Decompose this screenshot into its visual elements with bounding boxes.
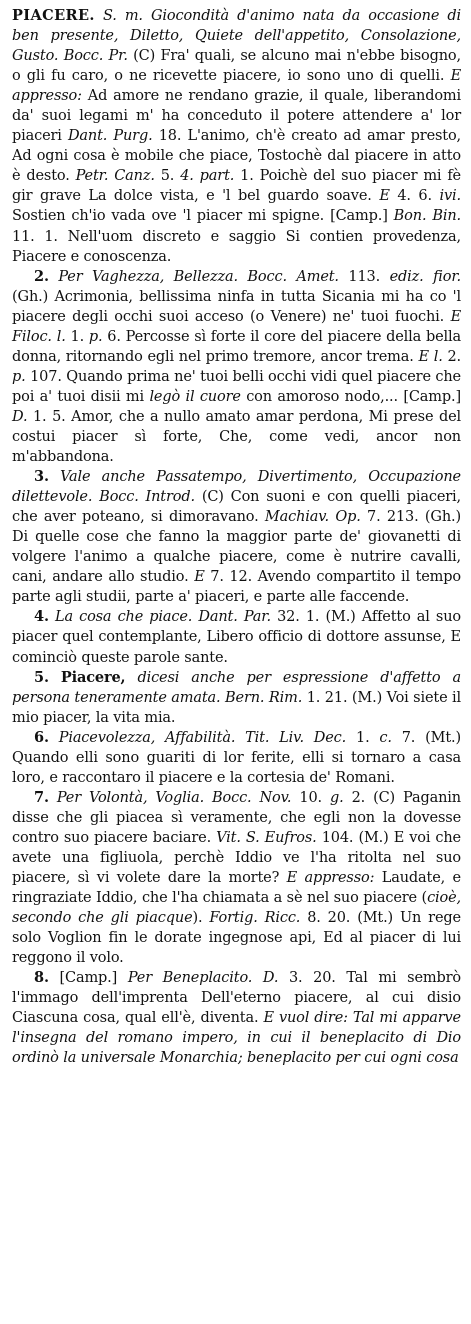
sense-number: 3. xyxy=(34,468,49,486)
citation-text: 7. 213. (Gh.) Di quelle cose che fanno la maggior parte de' giovanetti di volgere l'animo a qualche piacere, come è nutrire cavalli, cani, andare allo studio. xyxy=(12,509,462,586)
entry-sense-1 xyxy=(12,6,461,267)
citation-ref: ediz. fior. xyxy=(389,268,461,285)
citation-text: 1. Poichè del suo piacer mi fè gir grave La dolce vista, e 'l bel guardo soave. xyxy=(12,168,461,205)
citation-text: Ad amore ne rendano grazie, il quale, liberandomi da' suoi legami m' ha conceduto il potere attendere a' lor piaceri xyxy=(12,88,461,145)
entry-sense-7 xyxy=(12,788,461,968)
citation-number: 2. xyxy=(447,348,462,365)
citation-text: Sostien ch'io vada ove 'l piacer mi spigne. [Camp.] xyxy=(12,208,388,225)
citation-ref: Petr. Canz. xyxy=(75,168,155,185)
citation-ref: 4. part. xyxy=(180,168,235,185)
citation-number: 4. 6. xyxy=(397,188,432,205)
citation-text: ). xyxy=(192,910,203,927)
sense-number: 2. xyxy=(34,267,49,285)
citation-text: 7. 12. Avendo compartito il tempo parte agli studii, parte a' piaceri, e parte alle faccende. xyxy=(12,569,461,606)
sense-number: 8. xyxy=(34,969,49,987)
entry-sense-3 xyxy=(12,467,461,607)
citation-ref: p. xyxy=(12,368,26,385)
citation-text: con amoroso nodo,... [Camp.] xyxy=(246,388,461,405)
entry-sense-5 xyxy=(12,668,461,728)
citation-ref: E xyxy=(379,188,390,205)
citation-ref: E Filoc. l. xyxy=(12,308,461,345)
citation-text: Laudate, e ringraziate Iddio, che l'ha chiamata a sè nel suo piacere ( xyxy=(12,870,461,907)
citation-text: 1. 21. (M.) Voi siete il mio piacer, la vita mia. xyxy=(12,689,461,726)
definition: Per Beneplacito. D. xyxy=(127,970,279,987)
definition: dicesi anche per espressione d'affetto a persona teneramente amata. Bern. Rim. xyxy=(12,669,461,706)
citation-ref: g. xyxy=(330,789,344,806)
sense-number: 4. xyxy=(34,608,49,626)
definition: La cosa che piace. Dant. Par. xyxy=(54,609,271,626)
citation-ref: Machiav. Op. xyxy=(264,509,361,526)
citation-ref: c. xyxy=(379,729,392,746)
citation-ref: Dant. Purg. xyxy=(67,128,153,145)
sense-number: 6. xyxy=(34,728,49,746)
citation-text: 8. 20. (Mt.) Un rege solo Voglion fin le dorate ingegnose api, Ed al piacer di lui reggono il volo. xyxy=(12,910,461,967)
definition: Vale anche Passatempo, Divertimento, Occupazione dilettevole. Bocc. Introd. xyxy=(12,469,461,506)
headword: PIACERE. xyxy=(12,7,95,24)
grammar-label: S. m. xyxy=(103,8,143,24)
sense-number: 7. xyxy=(34,788,49,806)
citation-text: 11. 1. Nell'uom discreto e saggio Si contien provedenza, Piacere e conoscenza. xyxy=(12,228,461,265)
citation-text: (Gh.) Acrimonia, bellissima ninfa in tutta Sicania mi ha co 'l piacere degli occhi suoi acceso (o Venere) ne' tuoi fuochi. xyxy=(12,288,461,325)
citation-number: 10. xyxy=(299,789,323,806)
entry-sense-6 xyxy=(12,728,461,788)
sense-headword: Piacere, xyxy=(60,668,126,686)
definition: Per Vaghezza, Bellezza. Bocc. Amet. xyxy=(58,268,339,285)
citation-text: 107. Quando prima ne' tuoi belli occhi vidi quel piacere che poi a' tuoi disii mi xyxy=(12,368,461,405)
gloss-text: cioè, secondo che gli piacque xyxy=(12,890,461,927)
definition: Per Volontà, Voglia. Bocc. Nov. xyxy=(56,789,292,806)
citation-ref: Bon. Bin. xyxy=(393,208,461,225)
gloss-text: E vuol dire: Tal mi apparve l'insegna del romano impero, in cui il beneplacito di Dio ordinò la universale Monarchia; beneplacito per cui ogni cosa xyxy=(12,1010,461,1067)
citation-text: 2. (C) Paganin disse che gli piacea sì veramente, che egli non la dovesse contro suo piacere baciare. xyxy=(12,789,461,846)
definition: Piacevolezza, Affabilità. Tit. Liv. Dec. xyxy=(58,729,347,746)
citation-text: (C) Con suoni e con quelli piaceri, che aver poteano, si dimoravano. xyxy=(12,489,462,526)
citation-text: (C) Fra' quali, se alcuno mai n'ebbe bisogno, o gli fu caro, o ne ricevette piacere, io sono uno di quelli. xyxy=(12,48,461,85)
citation-text: 3. 20. Tal mi sembrò l'immago dell'imprenta Dell'eterno piacere, al cui disio Ciascuna cosa, qual ell'è, diventa. xyxy=(12,970,461,1027)
citation-text: 7. (Mt.) Quando elli sono guariti di lor ferite, elli si tornaro a casa loro, e raccontaro il piacere e la cortesia de' Romani. xyxy=(12,729,461,786)
citation-text: 6. Percosse sì forte il core del piacere della bella donna, ritornando egli nel primo tremore, ancor trema. xyxy=(12,328,461,365)
citation-ref: E xyxy=(194,569,205,586)
citation-number: 1. xyxy=(70,328,85,345)
citation-ref: Vit. S. Eufros. xyxy=(216,829,317,846)
definition: Giocondità d'animo nata da occasione di ben presente, Diletto, Quiete dell'appetito, Consolazione, Gusto. Bocc. Pr. xyxy=(12,8,461,65)
entry-sense-8 xyxy=(12,968,461,1068)
citation-ref: E appresso: xyxy=(286,870,375,887)
citation-text: 104. (M.) E voi che avete una figliuola, perchè Iddio ve l'ha ritolta nel suo piacere, sì vi volete dare la morte? xyxy=(12,829,461,887)
citation-ref: ivi. xyxy=(439,188,461,205)
citation-ref: D. xyxy=(12,408,28,425)
citation-ref: Fortig. Ricc. xyxy=(209,910,301,927)
citation-number: 113. xyxy=(348,268,381,285)
emphasis-text: legò il cuore xyxy=(149,388,241,405)
citation-ref: E appresso: xyxy=(12,68,461,105)
citation-text: 18. L'animo, ch'è creato ad amar presto, Ad ogni cosa è mobile che piace, Tostochè dal piacere in atto è desto. xyxy=(12,128,462,185)
entry-sense-4 xyxy=(12,607,461,667)
citation-text: 32. 1. (M.) Affetto al suo piacer quel contemplante, Libero officio di dottore assunse, E cominciò queste parole sante. xyxy=(12,609,461,666)
citation-number: 1. xyxy=(356,729,370,746)
sense-number: 5. xyxy=(34,668,49,686)
citation-number: 5. xyxy=(160,168,175,185)
entry-sense-2 xyxy=(12,267,461,467)
citation-text: 1. 5. Amor, che a nullo amato amar perdona, Mi prese del costui piacer sì forte, Che, come vedi, ancor non m'abbandona. xyxy=(12,408,461,466)
citation-ref: E l. xyxy=(418,348,443,365)
citation-ref: p. xyxy=(88,328,103,345)
citation-text: [Camp.] xyxy=(59,970,118,987)
